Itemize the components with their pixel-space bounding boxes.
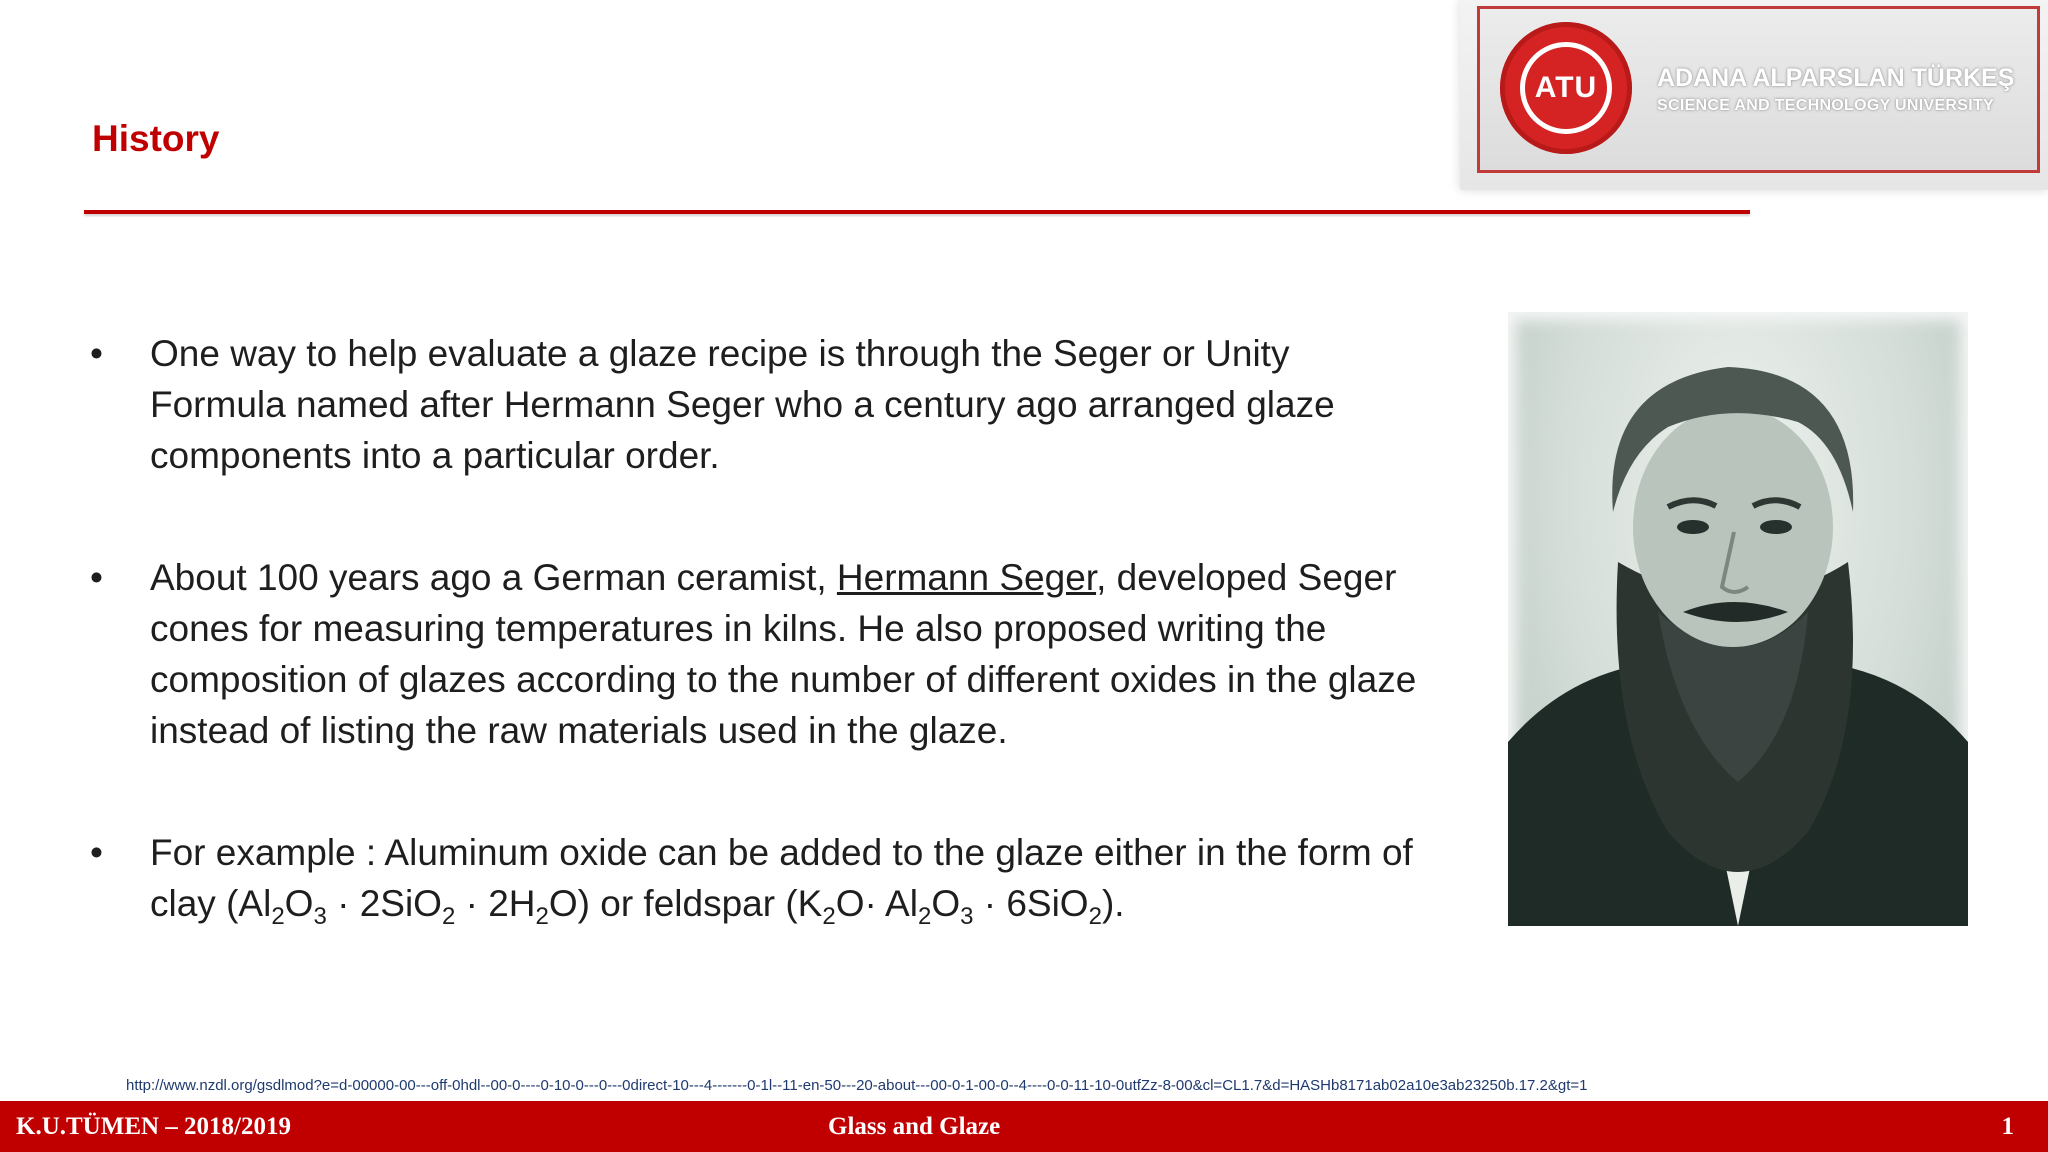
formula-text: ). (1101, 883, 1125, 924)
title-divider (84, 210, 1750, 214)
subscript: 2 (822, 903, 836, 930)
hermann-seger-portrait (1508, 312, 1968, 926)
logo-badge-text: ATU (1534, 71, 1598, 104)
subscript: 2 (441, 903, 456, 930)
bullet-list (90, 328, 1420, 1000)
footer-bar (0, 1101, 2048, 1152)
subscript: 2 (271, 903, 285, 930)
bullet-example-formula (90, 827, 1420, 929)
atu-seal-icon (1500, 22, 1632, 154)
subscript: 3 (960, 903, 974, 930)
formula-text: O) or feldspar (K (548, 883, 823, 924)
formula-text: · 2SiO (326, 883, 442, 924)
bullet-text: , developed Seger cones for measuring temperatures in kilns. He also proposed writing the composition of glazes according to the number of different oxides in the glaze instead of listing the raw materials used in the glaze. (150, 557, 1417, 751)
bullet-text: One way to help evaluate a glaze recipe is through the Seger or Unity Formula named after Hermann Seger who a century ago arranged glaze components into a particular order. (150, 333, 1335, 476)
formula-text: O· Al (835, 883, 918, 924)
portrait-illustration (1508, 312, 1968, 926)
subscript: 2 (1088, 903, 1102, 930)
footer-course-title: Glass and Glaze (828, 1113, 1001, 1140)
source-url[interactable]: http://www.nzdl.org/gsdlmod?e=d-00000-00---off-0hdl--00-0----0-10-0---0---0direct-10---4-------0-1l--11-en-50---20-about---00-0-1-00-0--4----0-0-11-10-0utfZz-8-00&cl=CL1.7&d=HASHb8171ab02a10e3ab23250b.17.2&gt=1 (126, 1077, 1588, 1094)
slide-title: History (92, 118, 220, 159)
formula-text: O (931, 883, 961, 924)
bullet-seger-formula (90, 328, 1420, 481)
logo-university-name: ADANA ALPARSLAN TÜRKEŞ (1657, 64, 2015, 92)
subscript: 2 (535, 903, 549, 930)
formula-text: · 6SiO (973, 883, 1089, 924)
bullet-text: For example : Aluminum oxide can be added to the glaze either in the form of clay (Al (150, 832, 1413, 924)
bullet-text: About 100 years ago a German ceramist, (150, 557, 837, 598)
footer-author-year: K.U.TÜMEN – 2018/2019 (16, 1113, 291, 1140)
logo-university-subtitle: SCIENCE AND TECHNOLOGY UNIVERSITY (1657, 97, 1995, 114)
subscript: 3 (313, 903, 327, 930)
page-number: 1 (2001, 1113, 2014, 1140)
subscript: 2 (917, 903, 932, 930)
formula-text: · 2H (455, 883, 536, 924)
hermann-seger-link[interactable]: Hermann Seger (836, 557, 1097, 598)
formula-text: O (284, 883, 314, 924)
bullet-seger-cones (90, 552, 1420, 756)
